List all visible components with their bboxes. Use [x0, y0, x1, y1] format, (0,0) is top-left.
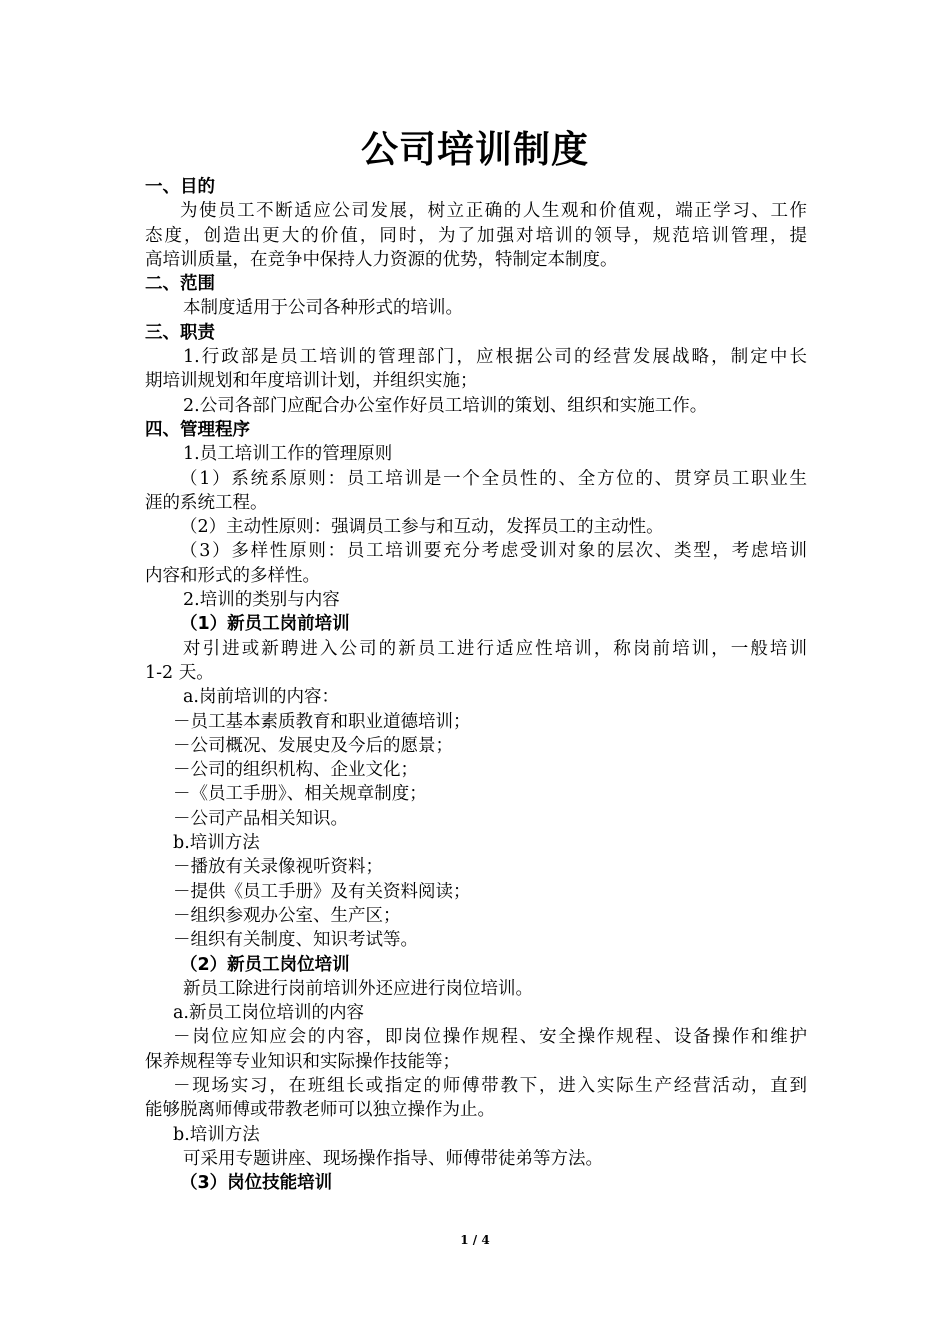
text-line: 保养规程等专业知识和实际操作技能等；	[145, 1051, 460, 1072]
text-line: －公司产品相关知识。	[173, 808, 348, 829]
text-line: 新员工除进行岗前培训外还应进行岗位培训。	[183, 978, 533, 999]
text-line: 能够脱离师傅或带教老师可以独立操作为止。	[145, 1100, 495, 1121]
text-line: 2.培训的类别与内容	[183, 590, 340, 611]
text-line: 为使员工不断适应公司发展，树立正确的人生观和价值观，端正学习、工作	[180, 201, 807, 222]
section-heading: 三、职责	[145, 322, 215, 343]
text-line: 对引进或新聘进入公司的新员工进行适应性培训，称岗前培训，一般培训	[183, 638, 807, 659]
text-line: a.岗前培训的内容：	[183, 687, 339, 708]
text-line: －公司的组织机构、企业文化；	[173, 760, 418, 781]
section-heading: （1）新员工岗前培训	[180, 614, 350, 635]
text-line: b.培训方法	[173, 1124, 260, 1145]
text-line: －《员工手册》、相关规章制度；	[173, 784, 427, 805]
text-line: （3）多样性原则：员工培训要充分考虑受训对象的层次、类型，考虑培训	[180, 541, 807, 562]
text-line: 内容和形式的多样性。	[145, 565, 320, 586]
text-line: 1-2 天。	[145, 662, 214, 683]
document-title: 公司培训制度	[361, 128, 589, 171]
text-line: 高培训质量，在竞争中保持人力资源的优势，特制定本制度。	[145, 249, 618, 270]
text-line: 态度，创造出更大的价值，同时，为了加强对培训的领导，规范培训管理，提	[145, 225, 807, 246]
section-heading: （3）岗位技能培训	[180, 1173, 333, 1194]
section-heading: 二、范围	[145, 274, 215, 295]
text-line: （2）主动性原则：强调员工参与和互动，发挥员工的主动性。	[180, 517, 664, 538]
text-line: －提供《员工手册》及有关资料阅读；	[173, 881, 471, 902]
section-heading: （2）新员工岗位培训	[180, 954, 350, 975]
text-line: －组织参观办公室、生产区；	[173, 905, 401, 926]
text-line: （1）系统系原则：员工培训是一个全员性的、全方位的、贯穿员工职业生	[180, 468, 807, 489]
text-line: －现场实习，在班组长或指定的师傅带教下，进入实际生产经营活动，直到	[173, 1075, 807, 1096]
text-line: 1.员工培训工作的管理原则	[183, 444, 393, 465]
document-body	[145, 175, 807, 1195]
text-line: b.培训方法	[173, 833, 260, 854]
text-line: 1.行政部是员工培训的管理部门，应根据公司的经营发展战略，制定中长	[183, 347, 807, 368]
text-line: a.新员工岗位培训的内容	[173, 1003, 364, 1024]
text-line: －员工基本素质教育和职业道德培训；	[173, 711, 471, 732]
text-line: －公司概况、发展史及今后的愿景；	[173, 735, 453, 756]
text-line: 可采用专题讲座、现场操作指导、师傅带徒弟等方法。	[183, 1148, 603, 1169]
text-line: 本制度适用于公司各种形式的培训。	[183, 298, 463, 319]
section-heading: 四、管理程序	[145, 419, 250, 440]
section-heading: 一、目的	[145, 177, 215, 197]
page-number: 1 / 4	[460, 1233, 490, 1247]
text-line: 2.公司各部门应配合办公室作好员工培训的策划、组织和实施工作。	[183, 395, 708, 416]
text-line: 涯的系统工程。	[145, 492, 268, 513]
text-line: －播放有关录像视听资料；	[173, 857, 383, 878]
text-line: 期培训规划和年度培训计划，并组织实施；	[145, 371, 478, 392]
text-line: －组织有关制度、知识考试等。	[173, 930, 418, 951]
text-line: －岗位应知应会的内容，即岗位操作规程、安全操作规程、设备操作和维护	[173, 1027, 807, 1048]
